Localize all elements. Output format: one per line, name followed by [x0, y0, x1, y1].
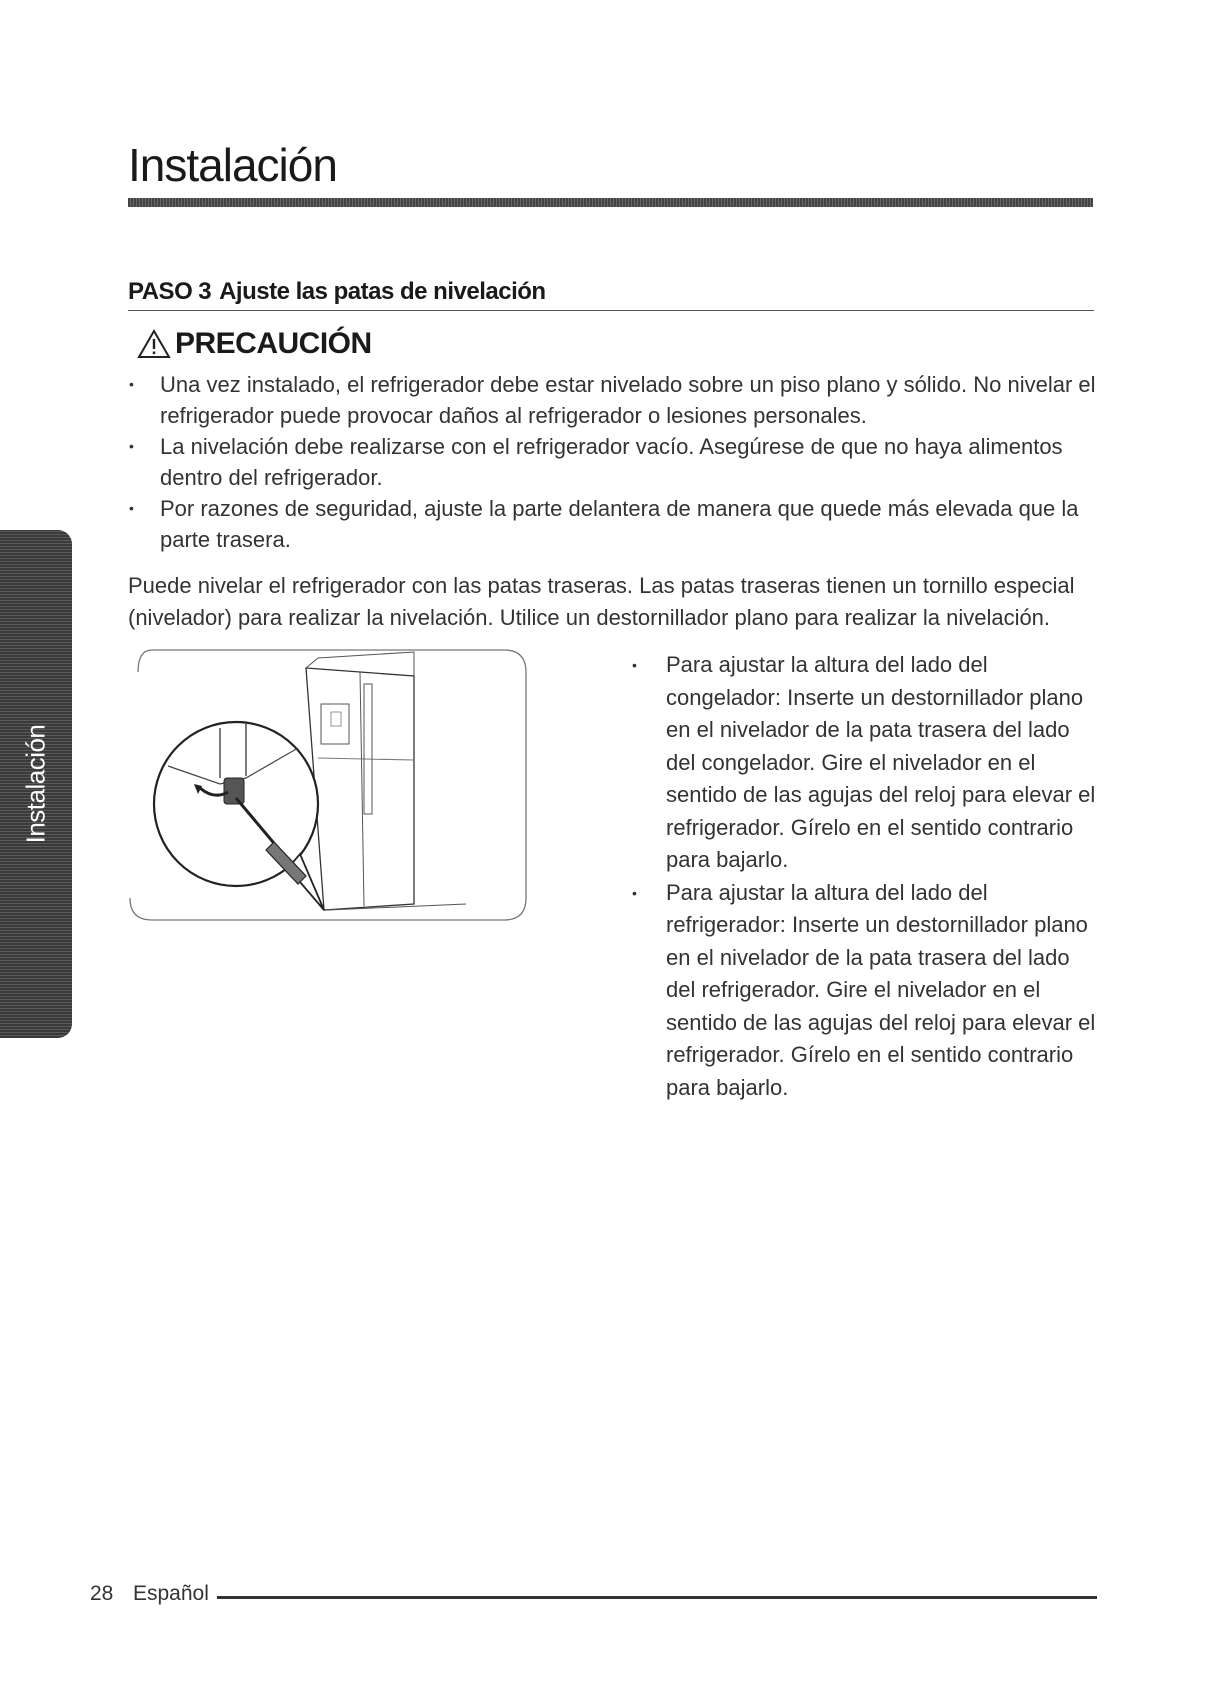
intro-paragraph: Puede nivelar el refrigerador con las patas traseras. Las patas traseras tienen un tornillo especial (nivelador) para realizar la nivelación. Utilice un destornillador plano para realizar la nivelación. [128, 573, 1075, 630]
step-number: 3 [198, 278, 212, 305]
caution-title: PRECAUCIÓN [175, 327, 372, 360]
step-label: PASO [128, 278, 193, 305]
caution-heading [137, 327, 372, 361]
caution-list [128, 369, 1098, 555]
footer-language: Español [133, 1582, 209, 1605]
step-divider [128, 310, 1094, 311]
warning-triangle-icon [137, 329, 171, 359]
instruction-list [632, 649, 1102, 1104]
step-heading [128, 278, 546, 306]
footer-divider [217, 1596, 1097, 1599]
title-underline [128, 198, 1093, 207]
side-tab-label: Instalación [20, 724, 51, 844]
leveling-illustration [128, 648, 568, 926]
list-item: • Para ajustar la altura del lado del congelador: Inserte un destornillador plano en el nivelador de la pata trasera del lado del congelador. Gire el nivelador en el sentido de las agujas del reloj para elevar el refrigerador. Gírelo en el sentido contrario para bajarlo. [632, 649, 1102, 877]
page-title: Instalación [128, 139, 337, 191]
list-item: • Una vez instalado, el refrigerador debe estar nivelado sobre un piso plano y sólido. No nivelar el refrigerador puede provocar daños al refrigerador o lesiones personales. [128, 369, 1098, 431]
page-number: 28 [90, 1582, 114, 1605]
section-side-tab [0, 530, 72, 1038]
list-item: • Por razones de seguridad, ajuste la parte delantera de manera que quede más elevada que la parte trasera. [128, 493, 1098, 555]
list-item: • La nivelación debe realizarse con el refrigerador vacío. Asegúrese de que no haya alimentos dentro del refrigerador. [128, 431, 1098, 493]
step-text: Ajuste las patas de nivelación [219, 278, 546, 305]
list-item: • Para ajustar la altura del lado del refrigerador: Inserte un destornillador plano en el nivelador de la pata trasera del lado del refrigerador. Gire el nivelador en el sentido de las agujas del reloj para elevar el refrigerador. Gírelo en el sentido contrario para bajarlo. [632, 877, 1102, 1105]
